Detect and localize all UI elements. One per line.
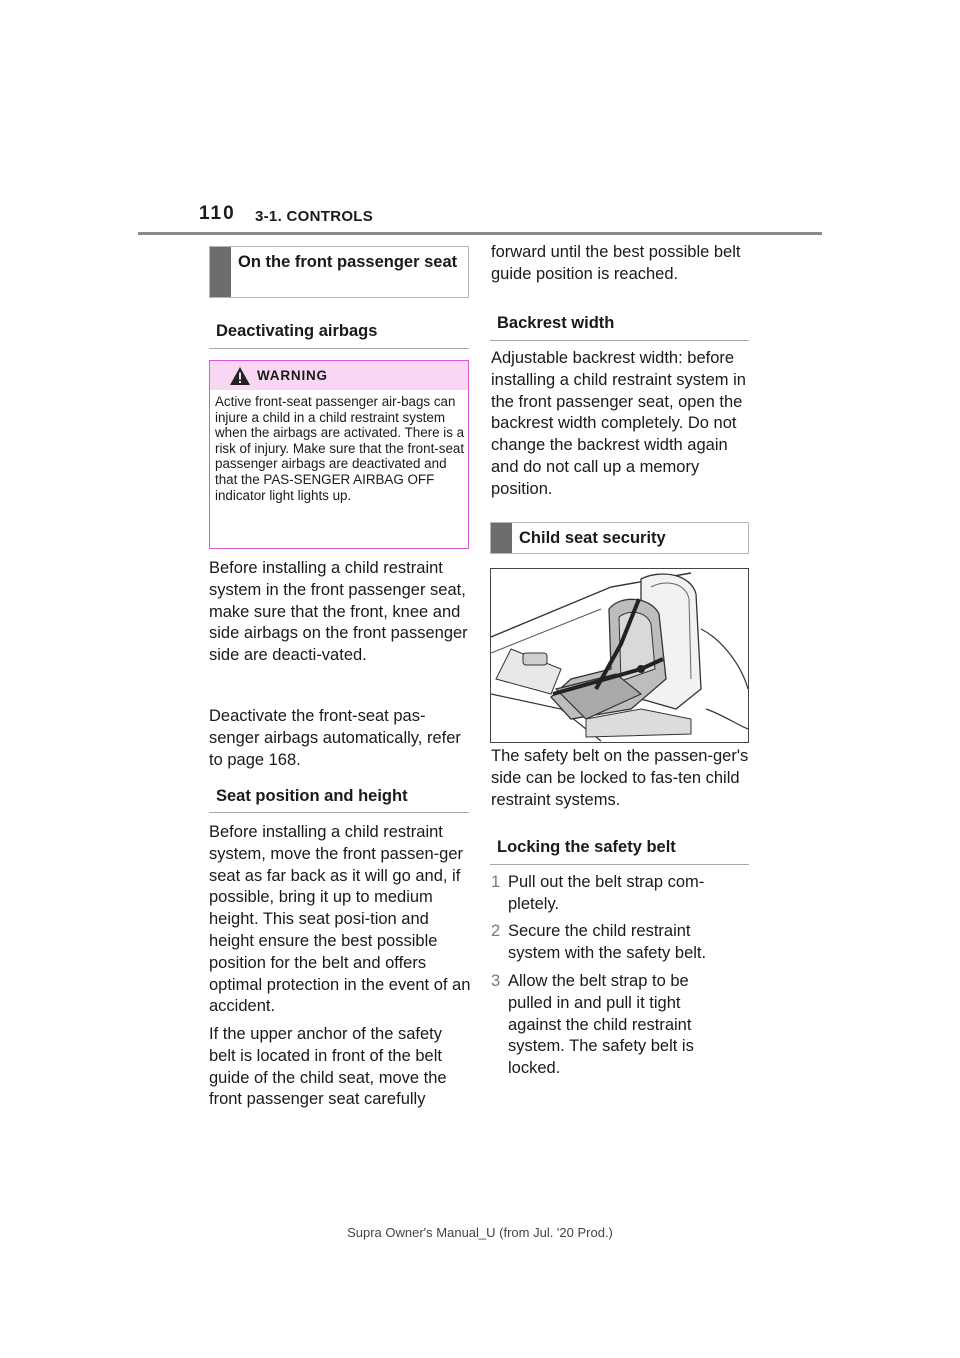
warning-header: [210, 361, 468, 390]
heading-seat-position: Seat position and height: [209, 785, 469, 813]
paragraph-seat-position: Before installing a child restraint system, move the front passen-ger seat as far back as it will go and, if possible, bring it up to medium height. This seat posi-tion and height ensure the best possible position for the belt and offers optimal protection in the event of an accident.: [209, 823, 471, 1016]
heading-locking-safety-belt: Locking the safety belt: [490, 836, 749, 865]
paragraph-forward-continued: forward until the best possible belt guide position is reached.: [491, 243, 741, 283]
footer-manual-title: Supra Owner's Manual_U (from Jul. '20 Prod.): [347, 1225, 613, 1240]
section-heading-front-passenger: [209, 246, 469, 298]
step-text: Allow the belt strap to be pulled in and pull it tight against the child restraint system. The safety belt is locked.: [508, 972, 694, 1078]
paragraph-backrest-width: Adjustable backrest width: before installing a child restraint system in the front passenger seat, open the backrest width completely. Do not change the backrest width again and do not call up a memory position.: [491, 349, 746, 498]
section-heading-child-seat-security: [490, 522, 749, 554]
paragraph-before-installing: Before installing a child restraint system in the front passenger seat, make sure that the front, knee and side airbags on the front passenger side are deacti-vated.: [209, 559, 468, 665]
heading-deactivating-airbags: Deactivating airbags: [209, 320, 469, 349]
warning-text: Active front-seat passenger air-bags can injure a child in a child restraint system when the airbags are activated. There is a risk of injury. Make sure that the front-seat passenger airbags are deactivated and that the PAS-SENGER AIRBAG OFF indicator light lights up.: [215, 394, 465, 503]
warning-title: WARNING: [257, 368, 328, 383]
paragraph-deactivate-automatically: Deactivate the front-seat pas-senger airbags automatically, refer to page 168.: [209, 707, 461, 769]
warning-box: [209, 360, 469, 549]
paragraph-upper-anchor: If the upper anchor of the safety belt is located in front of the belt guide of the child seat, move the front passenger seat carefully: [209, 1025, 447, 1109]
child-seat-drawing: [491, 569, 748, 742]
step-number: 1: [491, 873, 501, 891]
heading-bar: [210, 247, 231, 297]
step-number: 2: [491, 922, 501, 940]
page-number: 110: [199, 203, 236, 224]
section-heading-text: On the front passenger seat: [238, 253, 458, 271]
chapter-title: 3-1. CONTROLS: [255, 208, 374, 225]
header-rule: [138, 232, 822, 235]
step-number: 3: [491, 972, 501, 990]
heading-backrest-width: Backrest width: [490, 312, 749, 341]
step-text: Secure the child restraint system with the safety belt.: [508, 922, 707, 962]
heading-bar: [491, 523, 512, 553]
section-heading-text: Child seat security: [519, 529, 666, 547]
warning-triangle-icon: [229, 366, 251, 386]
paragraph-child-seat-security: The safety belt on the passen-ger's side can be locked to fas-ten child restraint systems.: [491, 747, 749, 809]
step-text: Pull out the belt strap com-pletely.: [508, 873, 705, 913]
child-seat-illustration: [490, 568, 749, 743]
